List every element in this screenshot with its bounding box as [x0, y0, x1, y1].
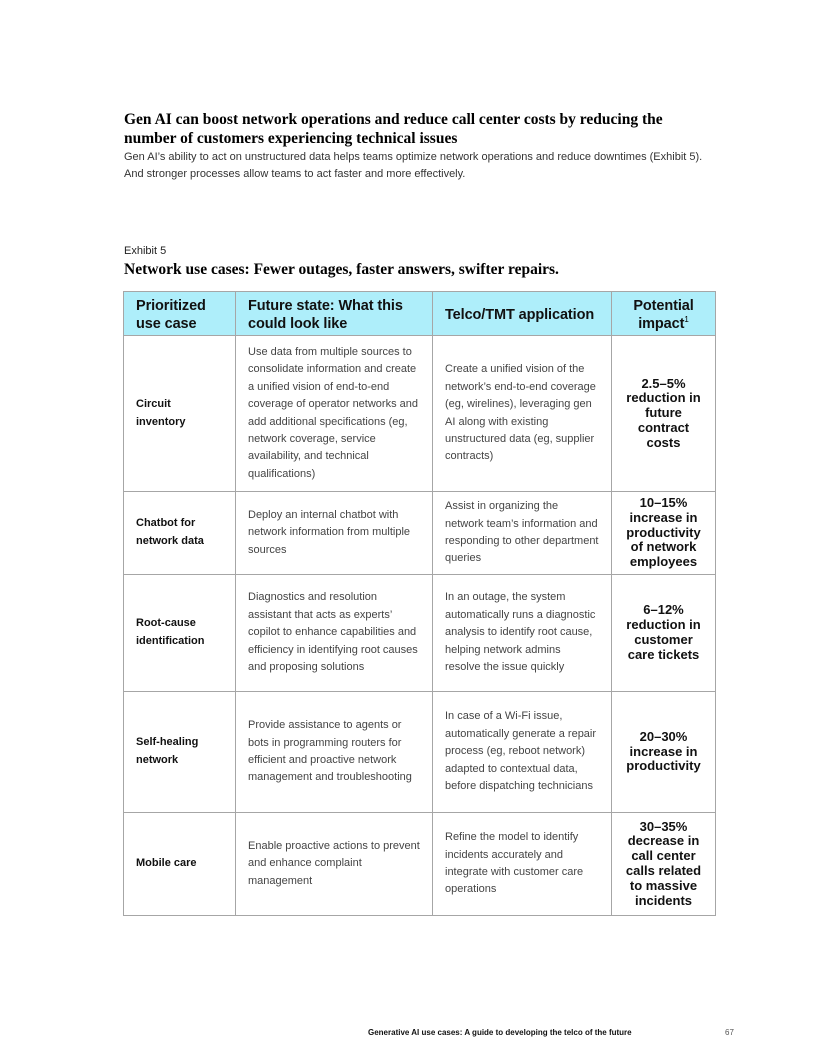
use-case-cell: Root-cause identification — [124, 574, 236, 691]
use-case-table — [123, 291, 716, 916]
table-row — [124, 691, 716, 812]
header-use-case-label: Prioritized use case — [136, 298, 206, 332]
header-use-case — [124, 292, 236, 336]
header-impact — [612, 292, 716, 336]
impact-cell: 30–35% decrease in call center calls related to massive incidents — [612, 812, 716, 915]
application-cell: Refine the model to identify incidents accurately and integrate with customer care operations — [433, 812, 612, 915]
header-future-state-label: Future state: What this could look like — [248, 298, 403, 332]
impact-cell: 6–12% reduction in customer care tickets — [612, 574, 716, 691]
table-row — [124, 574, 716, 691]
future-state-cell: Diagnostics and resolution assistant that acts as experts’ copilot to enhance capabilities and efficiency in identifying root causes and proposing solutions — [236, 574, 433, 691]
footnote-marker: 1 — [684, 315, 689, 325]
exhibit-title: Network use cases: Fewer outages, faster answers, swifter repairs. — [124, 261, 559, 278]
section-heading: Gen AI can boost network operations and reduce call center costs by reducing the number of customers experiencing technical issues — [124, 111, 663, 147]
footer-title: Generative AI use cases: A guide to developing the telco of the future — [368, 1028, 632, 1037]
exhibit-label: Exhibit 5 — [124, 245, 167, 257]
header-future-state — [236, 292, 433, 336]
application-cell: In an outage, the system automatically runs a diagnostic analysis to identify root cause, helping network admins resolve the issue quickly — [433, 574, 612, 691]
future-state-cell: Deploy an internal chatbot with network information from multiple sources — [236, 492, 433, 575]
table-row — [124, 336, 716, 492]
application-cell: Assist in organizing the network team’s information and responding to other department queries — [433, 492, 612, 575]
header-impact-label: Potential impact — [633, 298, 694, 332]
table-row — [124, 812, 716, 915]
application-cell: In case of a Wi-Fi issue, automatically generate a repair process (eg, reboot network) adapted to contextual data, before dispatching technicians — [433, 691, 612, 812]
future-state-cell: Provide assistance to agents or bots in programming routers for efficient and proactive network management and troubleshooting — [236, 691, 433, 812]
section-body: Gen AI’s ability to act on unstructured data helps teams optimize network operations and reduce downtimes (Exhibit 5). And stronger processes allow teams to act faster and more effectively. — [124, 151, 703, 180]
header-application-label: Telco/TMT application — [445, 307, 595, 323]
future-state-cell: Use data from multiple sources to consolidate information and create a unified vision of end-to-end coverage of operator networks and add additional specifications (eg, network coverage, service availability, and technical qualifications) — [236, 336, 433, 492]
use-case-cell: Self-healing network — [124, 691, 236, 812]
impact-cell: 20–30% increase in productivity — [612, 691, 716, 812]
table-row — [124, 492, 716, 575]
application-cell: Create a unified vision of the network’s end-to-end coverage (eg, wirelines), leveraging gen AI along with existing unstructured data (eg, supplier contracts) — [433, 336, 612, 492]
impact-cell: 2.5–5% reduction in future contract costs — [612, 336, 716, 492]
use-case-cell: Chatbot for network data — [124, 492, 236, 575]
header-application — [433, 292, 612, 336]
use-case-cell: Mobile care — [124, 812, 236, 915]
page-number: 67 — [725, 1028, 734, 1037]
future-state-cell: Enable proactive actions to prevent and enhance complaint management — [236, 812, 433, 915]
use-case-cell: Circuit inventory — [124, 336, 236, 492]
impact-cell: 10–15% increase in productivity of network employees — [612, 492, 716, 575]
table-header-row — [124, 292, 716, 336]
